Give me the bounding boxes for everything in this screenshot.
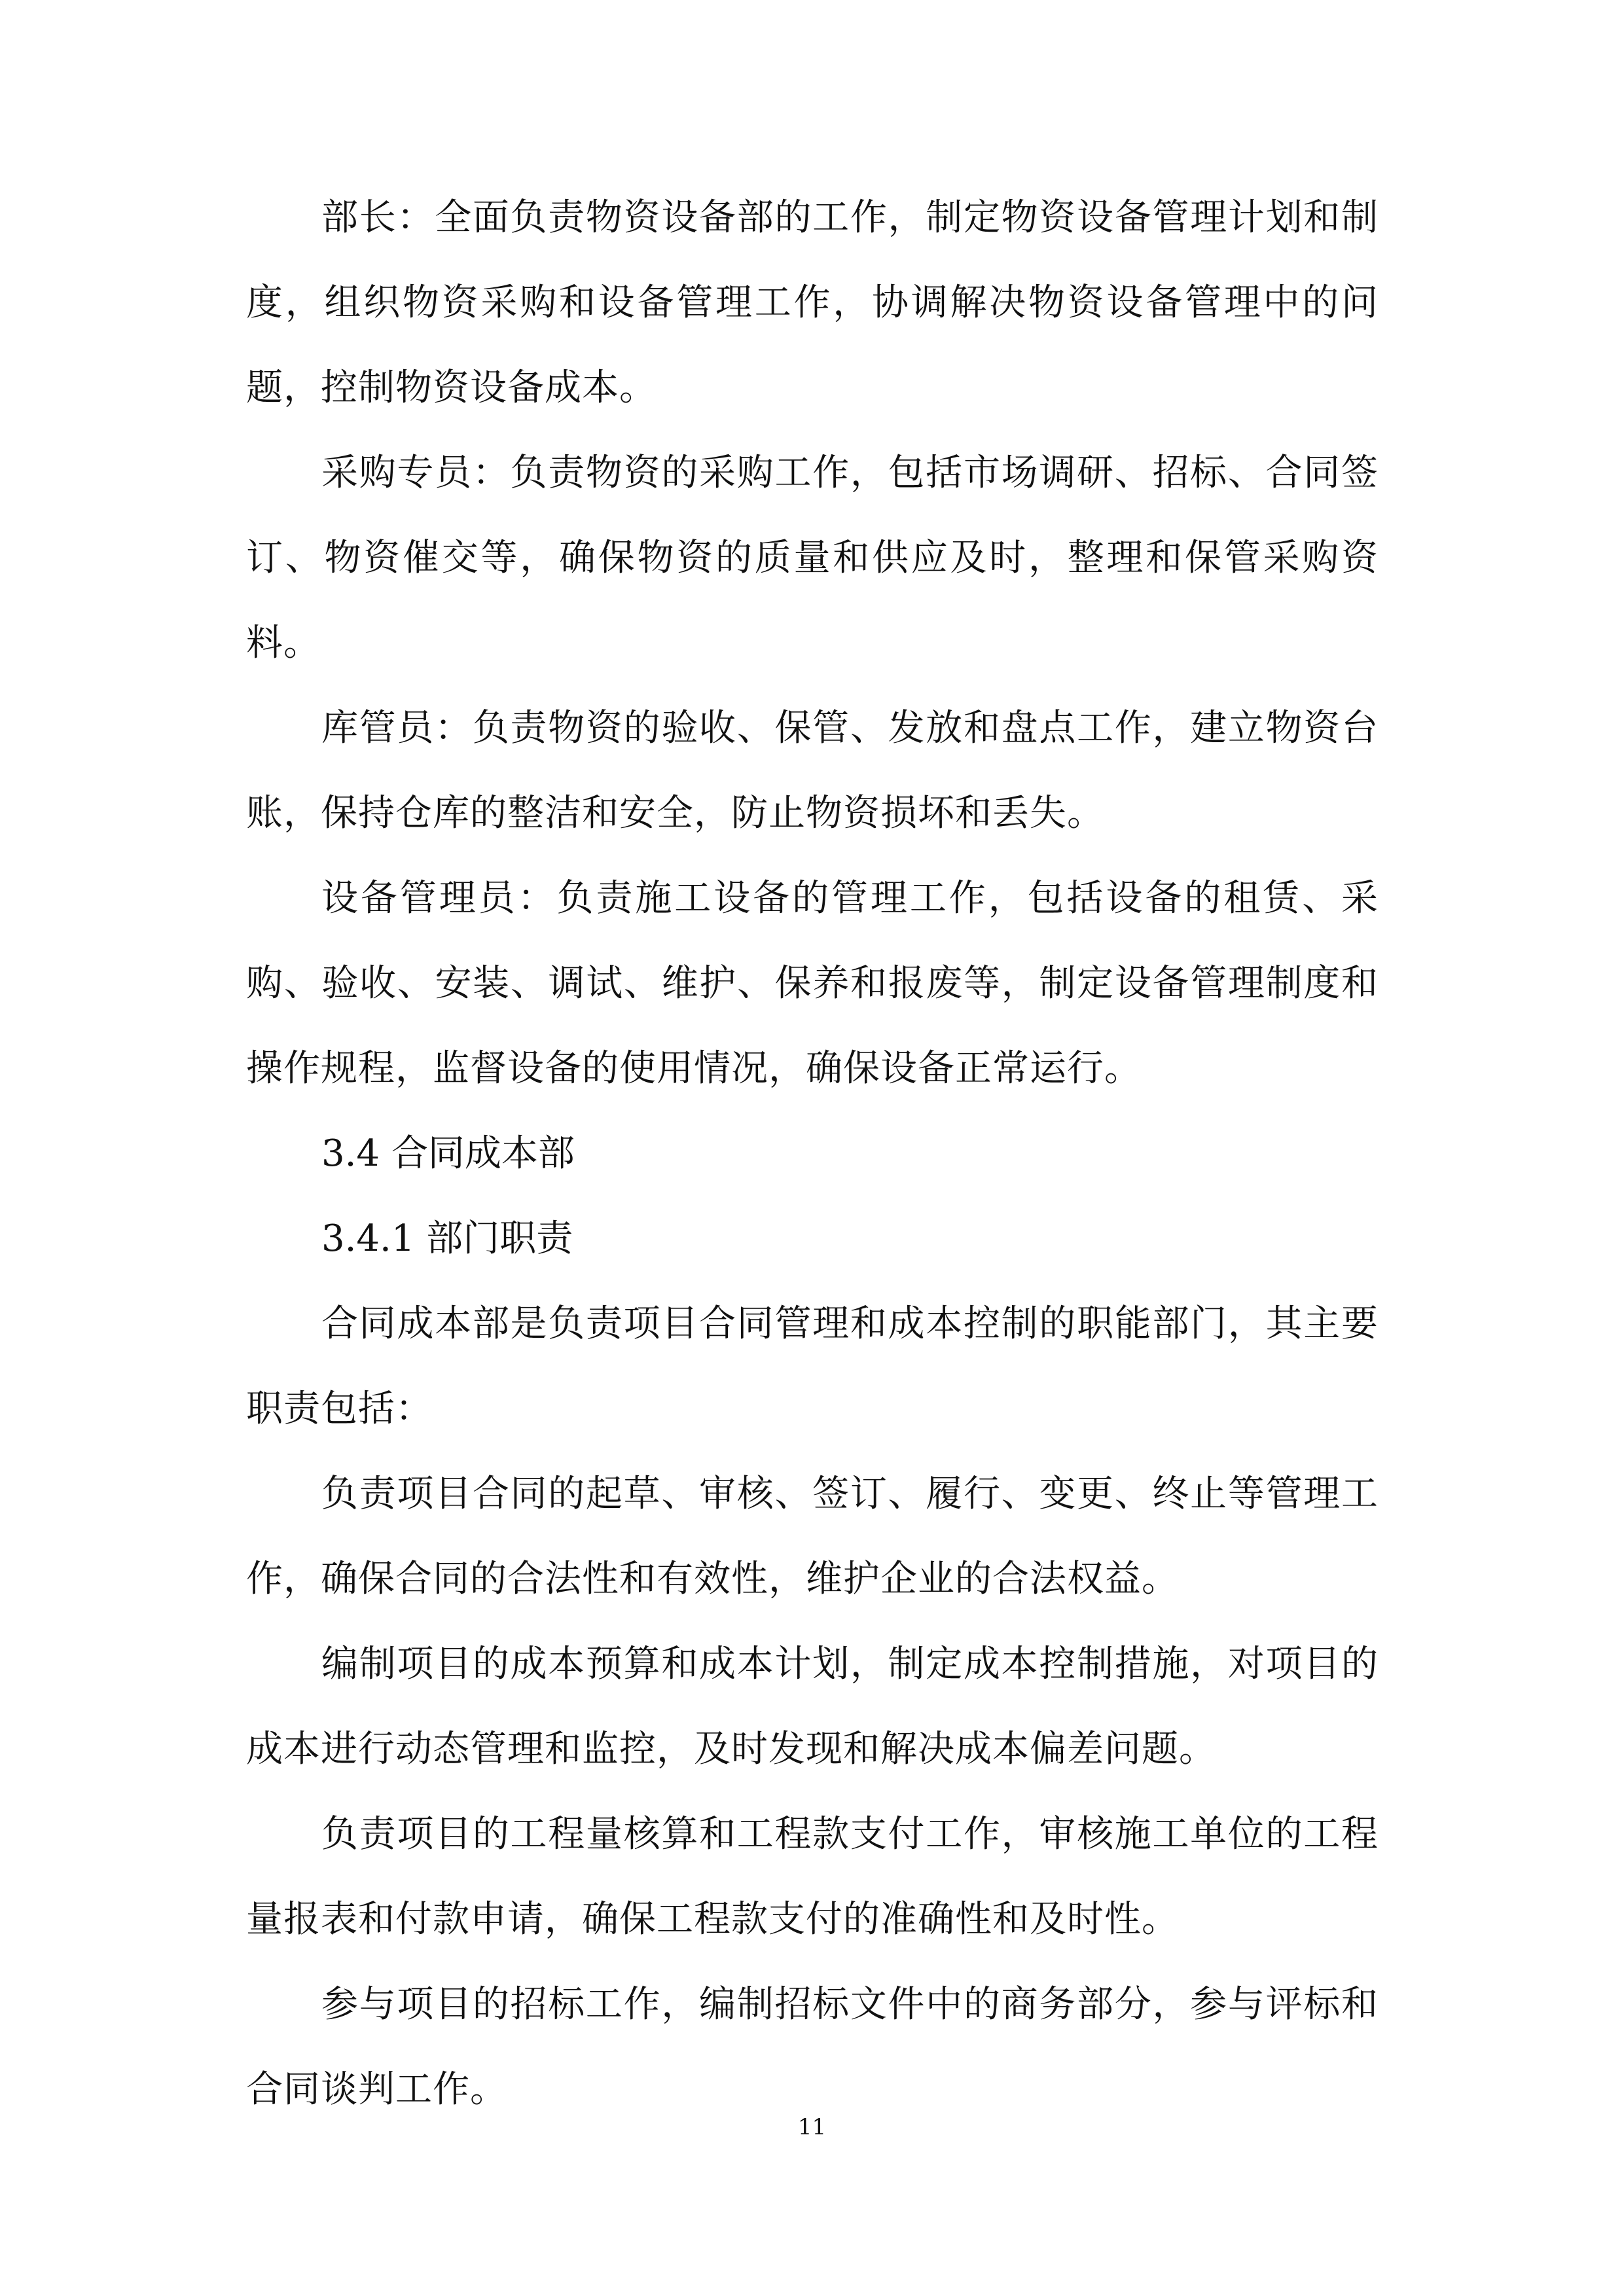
paragraph-quantity-payment: 负责项目的工程量核算和工程款支付工作，审核施工单位的工程量报表和付款申请，确保工程款支付的准确性和及时性。: [246, 1813, 1379, 1941]
paragraph-warehouse-keeper: 库管员：负责物资的验收、保管、发放和盘点工作，建立物资台账，保持仓库的整洁和安全，防止物资损坏和丢失。: [246, 707, 1379, 834]
section-heading: 3.4 合同成本部: [321, 1132, 575, 1175]
paragraph-contract-management: 负责项目合同的起草、审核、签订、履行、变更、终止等管理工作，确保合同的合法性和有效性，维护企业的合法权益。: [246, 1473, 1379, 1600]
paragraph-cost-budget: 编制项目的成本预算和成本计划，制定成本控制措施，对项目的成本进行动态管理和监控，及时发现和解决成本偏差问题。: [246, 1643, 1379, 1770]
subsection-heading: 3.4.1 部门职责: [321, 1217, 573, 1260]
paragraph-department-head: 部长：全面负责物资设备部的工作，制定物资设备管理计划和制度，组织物资采购和设备管理工作，协调解决物资设备管理中的问题，控制物资设备成本。: [246, 196, 1379, 409]
document-body: [246, 175, 1379, 2132]
paragraph-equipment-manager: 设备管理员：负责施工设备的管理工作，包括设备的租赁、采购、验收、安装、调试、维护、保养和报废等，制定设备管理制度和操作规程，监督设备的使用情况，确保设备正常运行。: [246, 877, 1379, 1090]
paragraph-bidding: 参与项目的招标工作，编制招标文件中的商务部分，参与评标和合同谈判工作。: [246, 1983, 1379, 2111]
page-number: 11: [797, 2114, 827, 2140]
paragraph-procurement-specialist: 采购专员：负责物资的采购工作，包括市场调研、招标、合同签订、物资催交等，确保物资的质量和供应及时，整理和保管采购资料。: [246, 452, 1379, 664]
paragraph-department-intro: 合同成本部是负责项目合同管理和成本控制的职能部门，其主要职责包括：: [246, 1302, 1379, 1430]
